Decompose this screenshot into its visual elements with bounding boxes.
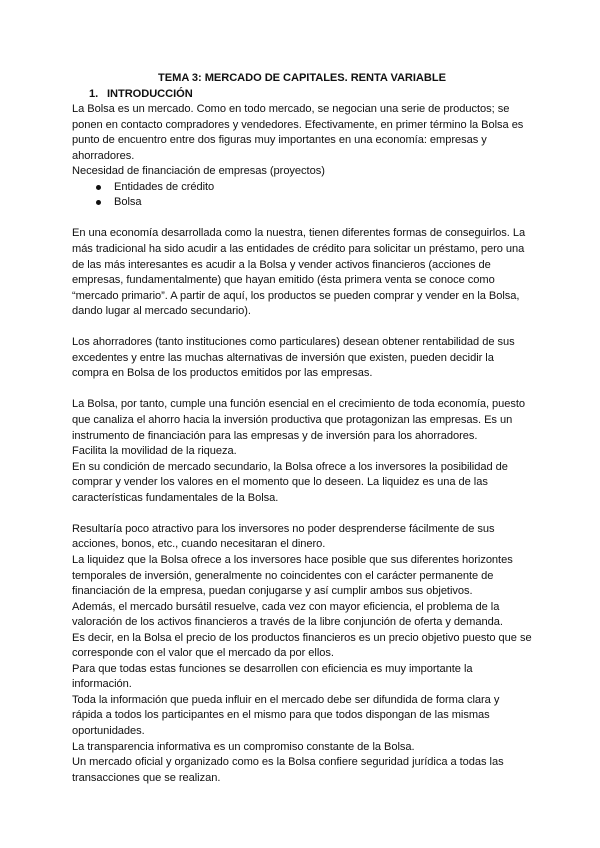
paragraph-financing-forms: En una economía desarrollada como la nuestra, tienen diferentes formas de conseguirlos. La más tradicional ha sido acudir a las entidades de crédito para solicitar un préstamo, pero una de las más interesantes es acudir a la Bolsa y vender activos financieros (acciones de empresas, fundamentalmente) que hayan emitido (ésta primera venta se conoce como “mercado primario”. A partir de aquí, los productos se pueden comprar y vender en la Bolsa, dando lugar al mercado secundario). [72,227,526,318]
paragraph-liquidity: La liquidez que la Bolsa ofrece a los inversores hace posible que sus diferentes horizontes temporales de inversión, generalmente no coincidentes con el carácter permanente de financiación de la empresa, puedan conjugarse y así cumplir ambos sus objetivos. [72,553,513,598]
paragraph-financing-need: Necesidad de financiación de empresas (proyectos) [72,165,325,178]
paragraph-essential-function: La Bolsa, por tanto, cumple una función esencial en el crecimiento de toda economía, puesto que canaliza el ahorro hacia la inversión productiva que protagonizan las empresas. Es un instrumento de financiación para las empresas y de inversión para los ahorradores. [72,398,526,442]
paragraph-savers: Los ahorradores (tanto instituciones como particulares) desean obtener rentabilidad de sus excedentes y entre las muchas alternativas de inversión que existen, pueden decidir la compra en Bolsa de los productos emitidos por las empresas. [72,336,515,380]
list-item-label: Bolsa [114,196,142,209]
document-title: TEMA 3: MERCADO DE CAPITALES. RENTA VARIABLE [158,72,446,84]
spacer [72,211,532,227]
list-item-label: Entidades de crédito [114,180,215,193]
paragraph-secondary-market: En su condición de mercado secundario, la Bolsa ofrece a los inversores la posibilidad de comprar y vender los valores en el momento que lo deseen. La liquidez es una de las características fundamentales de la Bolsa. [72,460,508,504]
paragraph-wealth-mobility: Facilita la movilidad de la riqueza. [72,445,237,458]
paragraph-information: Para que todas estas funciones se desarrollen con eficiencia es muy importante la información. [72,662,473,691]
spacer [72,382,532,398]
section-heading [72,87,532,103]
list-item [94,195,532,211]
paragraph-intro: La Bolsa es un mercado. Como en todo mercado, se negocian una serie de productos; se ponen en contacto compradores y vendedores. Efectivamente, en primer término la Bolsa es punto de encuentro entre dos figuras muy importantes en una economía: empresas y ahorradores. [72,103,524,162]
paragraph-valuation: Además, el mercado bursátil resuelve, cada vez con mayor eficiencia, el problema de la valoración de los activos financieros a través de la libre conjunción de oferta y demanda. [72,600,503,629]
paragraph-transparency: La transparencia informativa es un compromiso constante de la Bolsa. [72,740,415,753]
spacer [72,506,532,522]
paragraph-disclosure: Toda la información que pueda influir en el mercado debe ser difundida de forma clara y rápida a todos los participantes en el mismo para que todos dispongan de las mismas oportunidades. [72,693,500,737]
section-number: 1. [89,87,99,100]
document-page [72,71,532,786]
bullet-icon [96,185,101,190]
paragraph-objective-price: Es decir, en la Bolsa el precio de los productos financieros es un precio objetivo puesto que se corresponde con el valor que el mercado da por ellos. [72,631,532,660]
bullet-icon [96,200,101,205]
paragraph-unattractive: Resultaría poco atractivo para los inversores no poder desprenderse fácilmente de sus acciones, bonos, etc., cuando necesitaran el dinero. [72,522,495,551]
list-item [94,180,532,196]
section-label: INTRODUCCIÓN [107,87,193,100]
spacer [72,320,532,336]
paragraph-legal-security: Un mercado oficial y organizado como es la Bolsa confiere seguridad jurídica a todas las transacciones que se realizan. [72,756,504,784]
financing-sources-list [72,180,532,211]
